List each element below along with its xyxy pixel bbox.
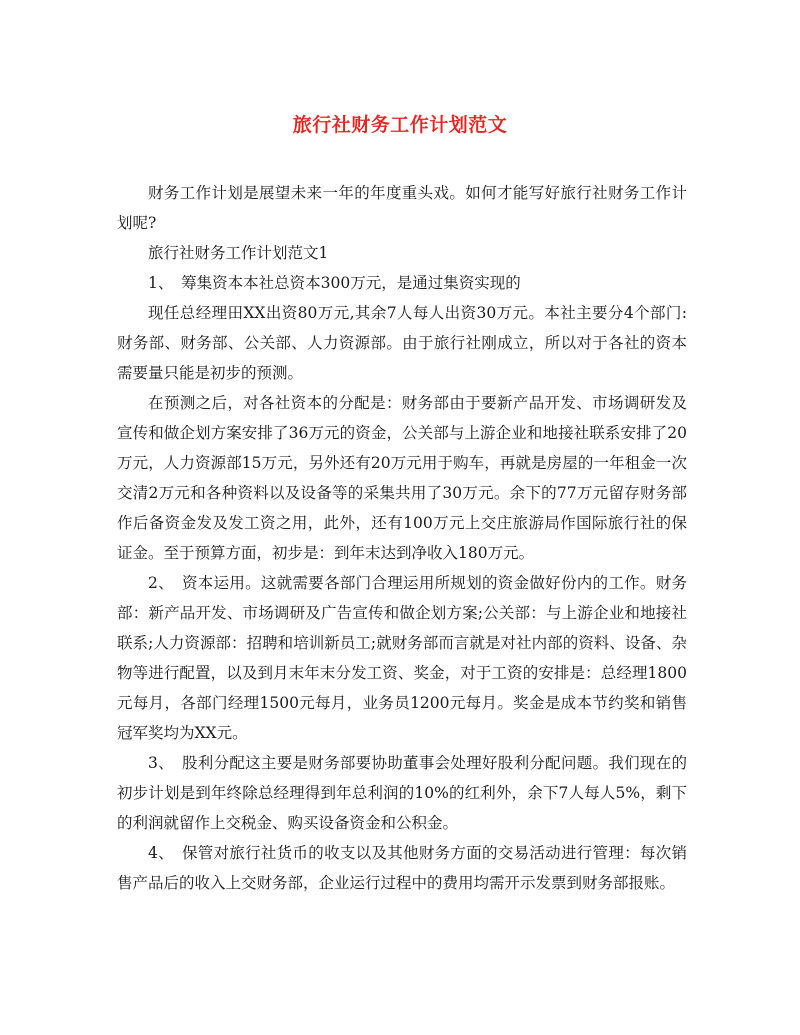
paragraph-item-2: 2、 资本运用。这就需要各部门合理运用所规划的资金做好份内的工作。财务部：新产品开发、市场调研及广告宣传和做企划方案;公关部：与上游企业和地接社联系;人力资源部：招聘和培训新员工;就财务部而言就是对社内部的资料、设备、杂物等进行配置，以及到月末年末分发工资、奖金，对于工资的安排是：总经理1800元每月，各部门经理1500元每月，业务员1200元每月。奖金是成本节约奖和销售冠军奖均为XX元。 xyxy=(117,574,687,742)
document-body xyxy=(117,178,687,898)
paragraph-item-3: 3、 股利分配这主要是财务部要协助董事会处理好股利分配问题。我们现在的初步计划是到年终除总经理得到年总利润的10%的红利外，余下7人每人5%，剩下的利润就留作上交税金、购买设备资金和公积金。 xyxy=(117,754,687,832)
paragraph-sample-heading: 旅行社财务工作计划范文1 xyxy=(148,244,329,262)
paragraph-capital-contribution: 现任总经理田XX出资80万元,其余7人每人出资30万元。本社主要分4个部门:财务部、财务部、公关部、人力资源部。由于旅行社刚成立，所以对于各社的资本需要量只能是初步的预测。 xyxy=(117,304,687,382)
paragraph-intro: 财务工作计划是展望未来一年的年度重头戏。如何才能写好旅行社财务工作计划呢? xyxy=(117,184,687,232)
paragraph-capital-allocation: 在预测之后，对各社资本的分配是：财务部由于要新产品开发、市场调研发及宣传和做企划方案安排了36万元的资金，公关部与上游企业和地接社联系安排了20万元，人力资源部15万元，另外还有20万元用于购车，再就是房屋的一年租金一次交清2万元和各种资料以及设备等的采集共用了30万元。余下的77万元留存财务部作后备资金发及发工资之用，此外，还有100万元上交庄旅游局作国际旅行社的保证金。至于预算方面，初步是：到年末达到净收入180万元。 xyxy=(117,394,687,562)
document-title: 旅行社财务工作计划范文 xyxy=(292,114,508,136)
paragraph-item-4: 4、 保管对旅行社货币的收支以及其他财务方面的交易活动进行管理：每次销售产品后的收入上交财务部，企业运行过程中的费用均需开示发票到财务部报账。 xyxy=(117,844,687,892)
paragraph-item-1: 1、 筹集资本本社总资本300万元，是通过集资实现的 xyxy=(148,274,521,292)
